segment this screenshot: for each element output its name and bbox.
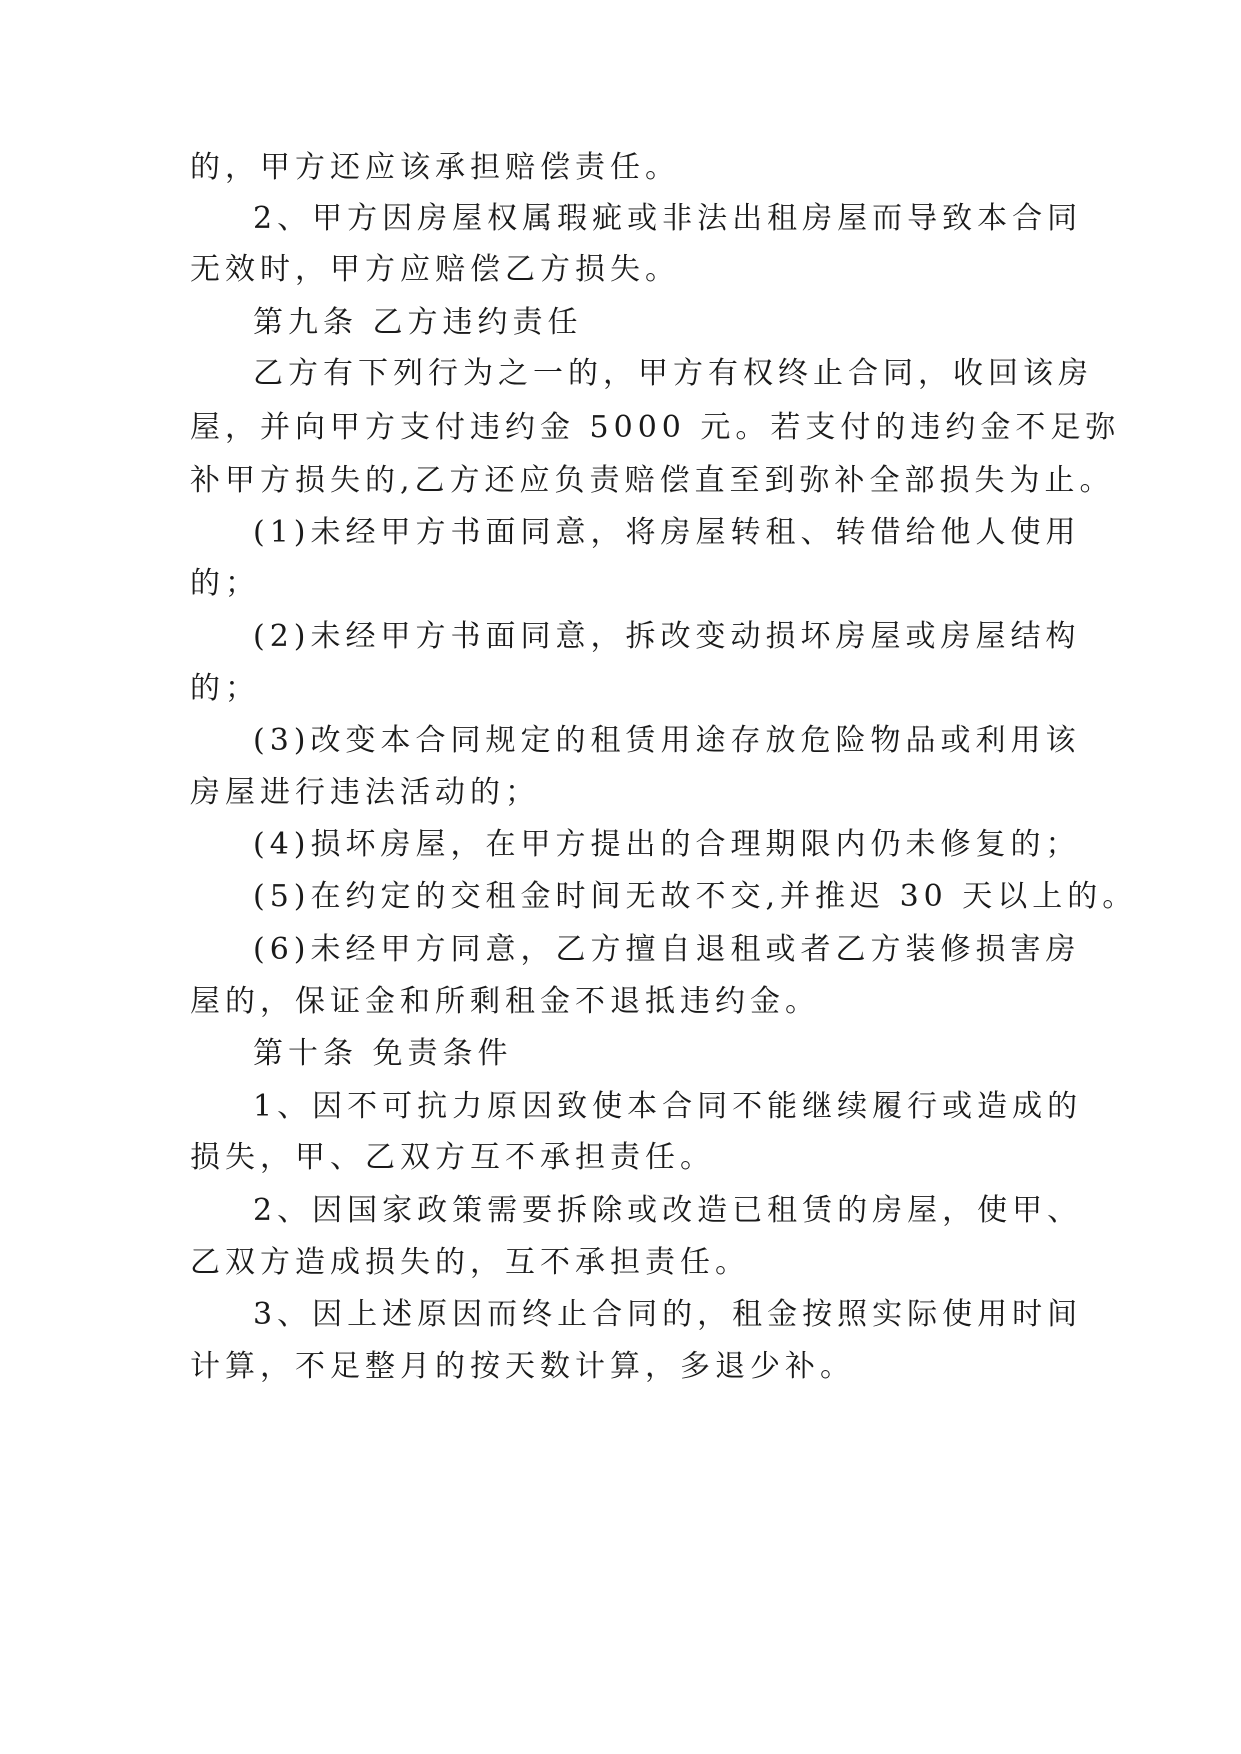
text-line: 的，甲方还应该承担赔偿责任。 <box>190 150 680 185</box>
text-line: 计算，不足整月的按天数计算，多退少补。 <box>190 1349 855 1384</box>
text-line: 房屋进行违法活动的； <box>190 775 540 810</box>
list-item: (4)损坏房屋，在甲方提出的合理期限内仍未修复的； <box>253 827 1081 862</box>
list-item: (1)未经甲方书面同意，将房屋转租、转借给他人使用 <box>253 515 1081 550</box>
text-line: 2、因国家政策需要拆除或改造已租赁的房屋，使甲、 <box>253 1193 1083 1228</box>
text-line: 的； <box>190 671 260 706</box>
text-line: 损失，甲、乙双方互不承担责任。 <box>190 1140 715 1175</box>
text-line: 屋，并向甲方支付违约金 5000 元。若支付的违约金不足弥 <box>190 410 1121 445</box>
list-item: (6)未经甲方同意，乙方擅自退租或者乙方装修损害房 <box>253 932 1081 967</box>
list-item: (3)改变本合同规定的租赁用途存放危险物品或利用该 <box>253 723 1081 758</box>
section-heading: 第十条 免责条件 <box>253 1036 513 1071</box>
text-line: 乙方有下列行为之一的，甲方有权终止合同，收回该房 <box>253 356 1093 391</box>
list-item: (2)未经甲方书面同意，拆改变动损坏房屋或房屋结构 <box>253 619 1081 654</box>
text-line: 乙双方造成损失的，互不承担责任。 <box>190 1245 750 1280</box>
list-item: (5)在约定的交租金时间无故不交,并推迟 30 天以上的。 <box>253 879 1138 914</box>
text-line: 2、甲方因房屋权属瑕疵或非法出租房屋而导致本合同 <box>253 201 1083 236</box>
text-line: 1、因不可抗力原因致使本合同不能继续履行或造成的 <box>253 1089 1083 1124</box>
text-line: 补甲方损失的,乙方还应负责赔偿直至到弥补全部损失为止。 <box>190 463 1115 498</box>
text-line: 的； <box>190 566 260 601</box>
text-line: 屋的，保证金和所剩租金不退抵违约金。 <box>190 984 820 1019</box>
text-line: 无效时，甲方应赔偿乙方损失。 <box>190 252 680 287</box>
section-heading: 第九条 乙方违约责任 <box>253 305 583 340</box>
text-line: 3、因上述原因而终止合同的，租金按照实际使用时间 <box>253 1297 1083 1332</box>
